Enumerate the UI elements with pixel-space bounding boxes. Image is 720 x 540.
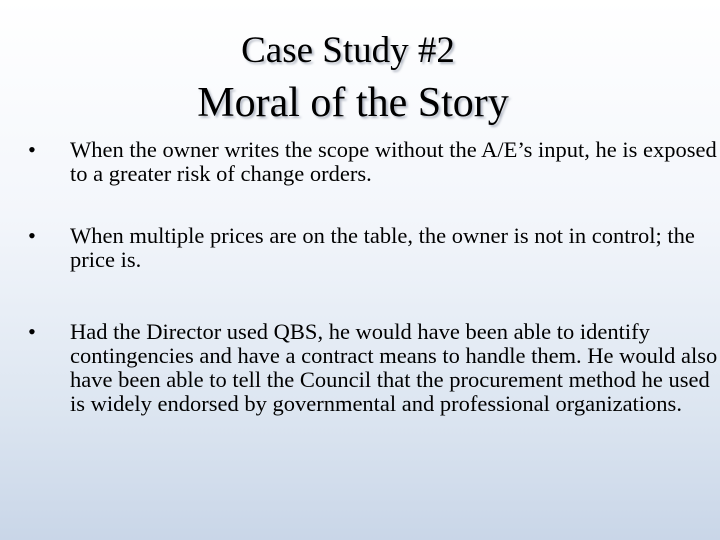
bullet-item <box>28 138 720 186</box>
slide-title: Moral of the Story <box>197 80 509 126</box>
bullet-marker: • <box>28 223 36 248</box>
bullet-text: Had the Director used QBS, he would have been able to identify contingencies and have a contract means to handle them. He would also have been able to tell the Council that the procurement method he used is widely endorsed by governmental and professional organizations. <box>70 319 718 416</box>
bullet-text: When the owner writes the scope without the A/E’s input, he is exposed to a greater risk of change orders. <box>70 137 717 186</box>
bullet-item <box>28 224 720 272</box>
bullet-marker: • <box>28 319 36 344</box>
slide-subtitle: Case Study #2 <box>241 30 455 71</box>
bullet-text: When multiple prices are on the table, the owner is not in control; the price is. <box>70 223 695 272</box>
bullet-item <box>28 320 720 416</box>
bullet-marker: • <box>28 137 36 162</box>
